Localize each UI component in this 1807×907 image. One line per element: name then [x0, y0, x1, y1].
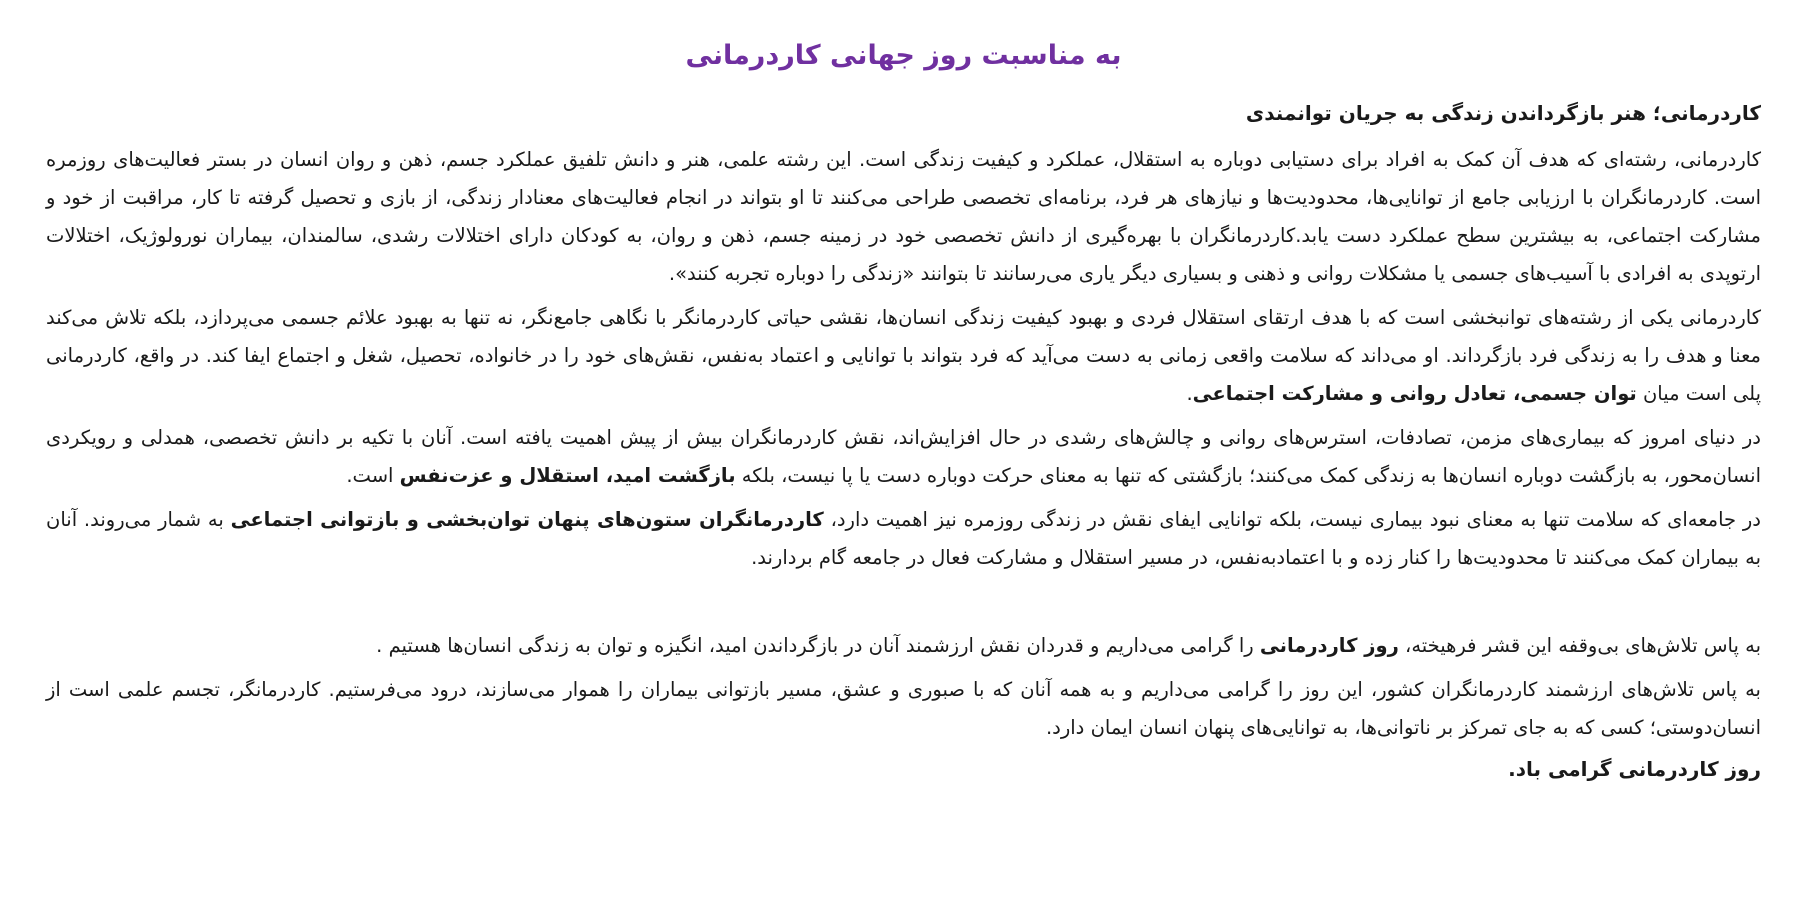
paragraph-text-end: است.: [346, 464, 400, 488]
paragraph-honor: به پاس تلاش‌های ارزشمند کاردرمانگران کشور، این روز را گرامی می‌داریم و به همه آنان که با صبوری و عشق، مسیر بازتوانی بیماران را هموار می‌سازند، درود می‌فرستیم. کاردرمانگر، تجسم علمی است از انسان‌دوستی؛ کسی که به جای تمرکز بر ناتوانی‌ها، به توانایی‌های پنهان انسان ایمان دارد.: [46, 678, 1761, 740]
page-title: به مناسبت روز جهانی کاردرمانی: [685, 40, 1122, 71]
paragraph-text-end: .: [1186, 382, 1193, 406]
paragraph-text-end: را گرامی می‌داریم و قدردان نقش ارزشمند آنان در بازگرداندن امید، انگیزه و توان به زندگی انسان‌ها هستیم .: [376, 634, 1260, 658]
paragraph-modern-world: [46, 419, 1761, 495]
closing-line: روز کاردرمانی گرامی باد.: [1508, 757, 1761, 782]
paragraph-society: [46, 501, 1761, 577]
paragraph-text: کاردرمانی یکی از رشته‌های توانبخشی است که با هدف ارتقای استقلال فردی و بهبود کیفیت زندگی انسان‌ها، نقشی حیاتی کاردرمانگر با نگاهی جامع‌نگر، نه تنها به بهبود علائم جسمی می‌پردازد، بلکه تلاش می‌کند معنا و هدف را به زندگی فرد بازگرداند. او می‌داند که سلامت واقعی زمانی به دست می‌آید که فرد بتواند با توانایی و اعتماد به‌نفس، نقش‌های خود را در خانواده، تحصیل، شغل و اجتماع ایفا کند. در واقع، کاردرمانی پلی است میان: [46, 306, 1761, 406]
article-subtitle: کاردرمانی؛ هنر بازگرداندن زندگی به جریان توانمندی: [1245, 101, 1761, 126]
article: [46, 0, 1761, 783]
paragraph-bold-phrase: روز کاردرمانی: [1259, 634, 1399, 658]
paragraph-text: در جامعه‌ای که سلامت تنها به معنای نبود بیماری نیست، بلکه توانایی ایفای نقش در زندگی روزمره نیز اهمیت دارد،: [823, 508, 1761, 532]
paragraph-text: در دنیای امروز که بیماری‌های مزمن، تصادفات، استرس‌های روانی و چالش‌های رشدی در حال افزایش‌اند، نقش کاردرمانگران بیش از پیش اهمیت یافته است. آنان با تکیه بر دانش تخصصی، همدلی و رویکردی انسان‌محور، به بازگشت دوباره انسان‌ها به زندگی کمک می‌کنند؛ بازگشتی که تنها به معنای حرکت دوباره دست یا پا نیست، بلکه: [46, 426, 1761, 488]
paragraph-gratitude: [46, 627, 1761, 665]
paragraph-bold-phrase: کاردرمانگران ستون‌های پنهان توان‌بخشی و بازتوانی اجتماعی: [230, 508, 824, 532]
paragraph-bold-phrase: بازگشت امید، استقلال و عزت‌نفس: [399, 464, 736, 488]
paragraph-bold-phrase: توان جسمی، تعادل روانی و مشارکت اجتماعی: [1192, 382, 1637, 406]
paragraph-text-end: به شمار می‌روند. آنان به بیماران کمک می‌کنند تا محدودیت‌ها را کنار زده و با اعتمادبه‌نفس، در مسیر استقلال و مشارکت فعال در جامعه گام بردارند.: [46, 508, 1761, 570]
section-spacer: [46, 583, 1761, 627]
paragraph-rehabilitation: [46, 299, 1761, 413]
paragraph-intro: کاردرمانی، رشته‌ای که هدف آن کمک به افراد برای دستیابی دوباره به استقلال، عملکرد و کیفیت زندگی است. این رشته علمی، هنر و دانش تلفیق عملکرد جسم، ذهن و روان انسان در بستر فعالیت‌های روزمره است. کاردرمانگران با ارزیابی جامع از توانایی‌ها، محدودیت‌ها و نیازهای هر فرد، برنامه‌ای تخصصی طراحی می‌کنند تا او بتواند در انجام فعالیت‌های معنادار زندگی، از بازی و تحصیل گرفته تا کار، مراقبت از خود و مشارکت اجتماعی، به بیشترین سطح عملکرد دست یابد.کاردرمانگران با بهره‌گیری از دانش تخصصی خود در زمینه جسم، ذهن و روان، به کودکان دارای اختلالات رشدی، سالمندان، بیماران نورولوژیک، اختلالات ارتوپدی به افرادی با آسیب‌های جسمی یا مشکلات روانی و ذهنی و بسیاری دیگر یاری می‌رسانند تا بتوانند «زندگی را دوباره تجربه کنند».: [46, 148, 1761, 286]
paragraph-text: به پاس تلاش‌های بی‌وقفه این قشر فرهیخته،: [1398, 634, 1761, 658]
